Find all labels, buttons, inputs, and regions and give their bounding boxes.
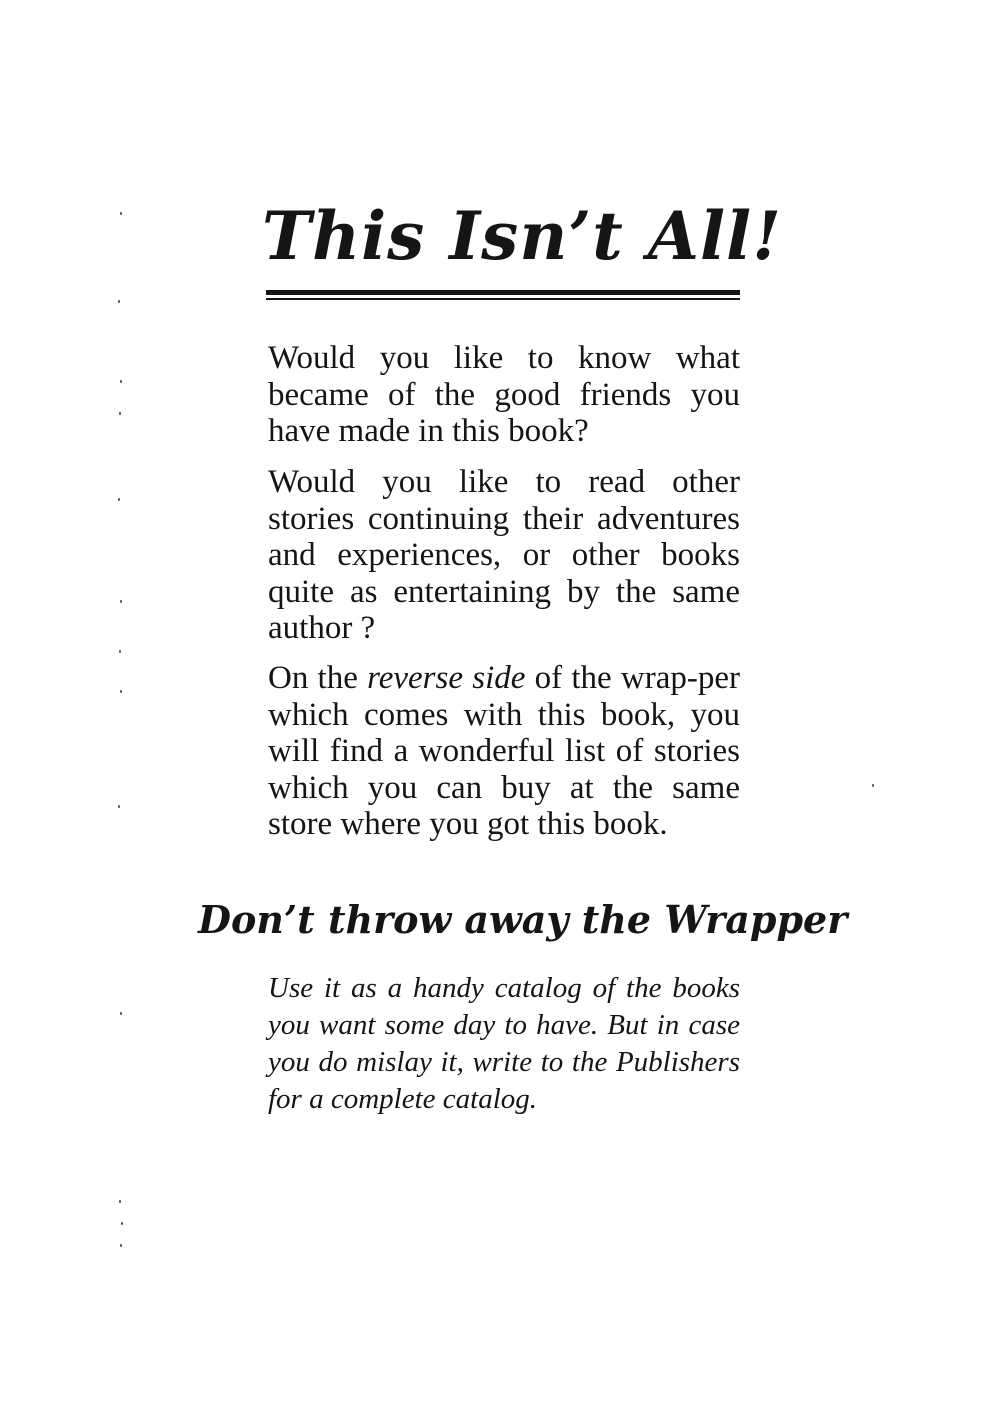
scan-speck — [120, 380, 122, 383]
scan-speck — [119, 1200, 121, 1203]
reverse-side-emphasis: reverse side — [367, 660, 526, 696]
title-rule-thin — [266, 298, 740, 300]
page-title: This Isn’t All! — [262, 197, 783, 275]
scan-speck — [121, 1222, 123, 1225]
scan-speck — [119, 650, 121, 653]
scan-speck — [120, 690, 122, 693]
scan-speck — [119, 412, 121, 415]
paragraph-other-stories: Would you like to read other stories continuing their adventures and experiences, or other books quite as entertaining by the same author ? — [268, 464, 740, 647]
scan-speck — [118, 805, 120, 808]
scan-speck — [118, 300, 120, 303]
paragraph-friends: Would you like to know what became of the good friends you have made in this book? — [268, 340, 740, 450]
title-rule-thick — [266, 290, 740, 295]
scan-speck — [120, 212, 122, 215]
paragraph-wrapper-list — [268, 660, 740, 843]
wrapper-subheading: Don’t throw away the Wrapper — [198, 897, 848, 942]
catalog-note: Use it as a handy catalog of the books you want some day to have. But in case you do mislay it, write to the Publishers for a complete catalog. — [268, 972, 740, 1115]
scan-speck — [872, 784, 874, 787]
paragraph-wrapper-list-before: On the — [268, 660, 368, 696]
scan-speck — [118, 498, 120, 501]
scan-speck — [120, 1012, 122, 1015]
paragraph-wrapper-list-after: of the wrap-per which comes with this book, you will find a wonderful list of stories which you can buy at the same store where you got this book. — [268, 660, 740, 843]
scan-speck — [120, 600, 122, 603]
scan-speck — [120, 1244, 122, 1247]
